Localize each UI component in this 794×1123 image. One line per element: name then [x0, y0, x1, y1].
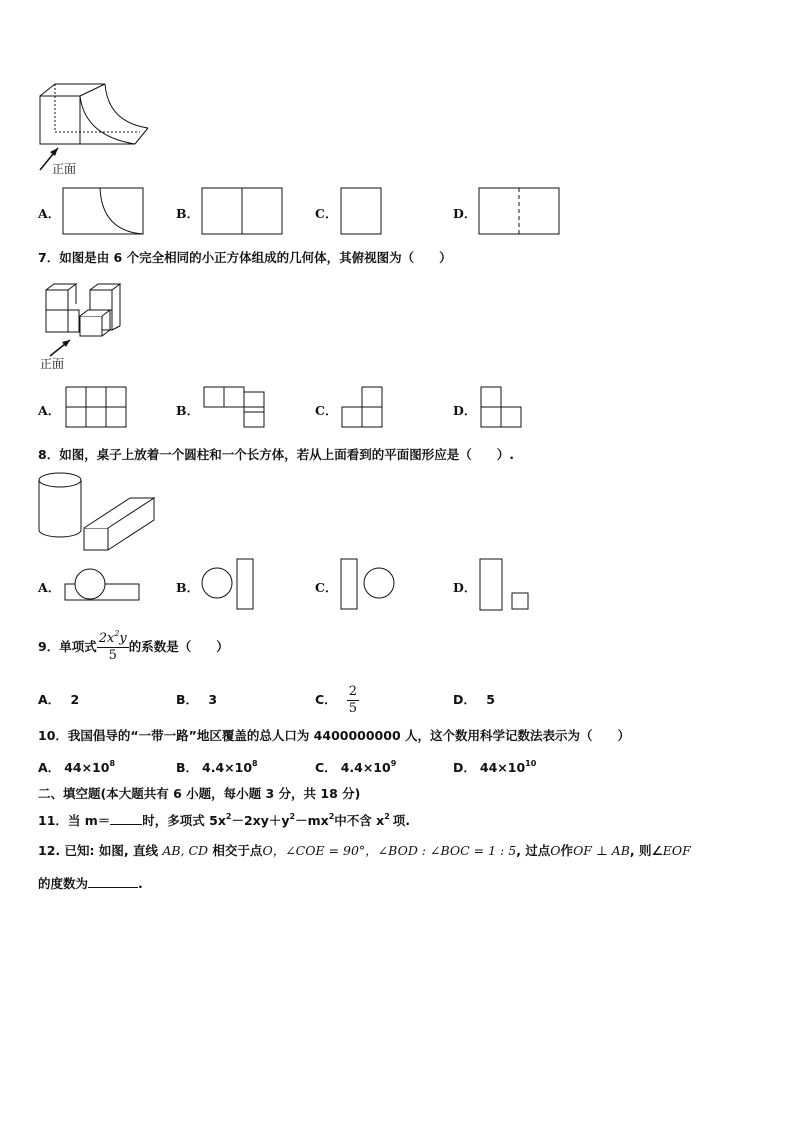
q9-option-c-num: 2 — [348, 684, 357, 699]
q11-sq-1: 2 — [225, 812, 232, 821]
q8-option-b-figure — [200, 558, 270, 618]
section2-heading: 二、填空题(本大题共有 6 小题，每小题 3 分，共 18 分) — [38, 786, 361, 801]
q10-option-a — [38, 760, 115, 776]
q9-stem-prefix: 9．单项式 — [38, 639, 97, 654]
q10-option-a-exp: 8 — [109, 759, 116, 768]
q9-option-b-label: B． — [176, 692, 199, 707]
q7-cubes-figure — [44, 282, 134, 342]
q12-of-ab: OF ⊥ AB — [573, 843, 630, 858]
q6-option-c-label: C． — [315, 206, 338, 221]
q11-part2: －2xy＋y — [231, 813, 290, 828]
q10-option-d-base: 44×10 — [479, 760, 526, 775]
q7-option-a-figure — [65, 386, 135, 436]
q11-suffix: 中不含 x — [334, 813, 385, 828]
q9-option-a-value: 2 — [70, 692, 80, 707]
q12-p3: ，∠COE = 90°，∠BOD : ∠BOC = 1 : 5 — [272, 843, 517, 858]
q10-option-d — [453, 760, 536, 776]
q8-option-a-label: A． — [38, 580, 61, 595]
q8-stem: 8．如图，桌子上放着一个圆柱和一个长方体，若从上面看到的平面图形应是（ ）. — [38, 447, 514, 462]
q10-option-b-exp: 8 — [252, 759, 258, 768]
q11-answer-blank[interactable] — [110, 812, 142, 825]
q9-stem-suffix: 的系数是（ ） — [128, 639, 229, 654]
q9-num-coef: 2x — [98, 631, 115, 646]
q9-num-var: y — [119, 631, 127, 646]
q12-answer-blank[interactable] — [88, 875, 138, 888]
q9-option-c-label: C． — [315, 692, 337, 707]
q7-option-b-figure — [203, 386, 273, 436]
q8-option-c-label: C． — [315, 580, 338, 595]
q7-option-c-label: C． — [315, 403, 338, 418]
q12-p2: 相交于点 — [212, 843, 263, 858]
q8-option-d-label: D． — [453, 580, 477, 595]
q11-sq-2: 2 — [289, 812, 296, 821]
q8-option-d-figure — [479, 558, 549, 618]
q10-option-c-label: C． — [315, 760, 337, 775]
q6-option-c-figure — [340, 187, 390, 237]
q9-option-c-fraction — [347, 684, 359, 717]
q6-front-label: 正面 — [52, 162, 77, 176]
q12-o: O — [262, 843, 273, 858]
q10-option-a-base: 44×10 — [64, 760, 110, 775]
q10-option-d-label: D． — [453, 760, 476, 775]
q9-option-c-den: 5 — [348, 701, 357, 716]
q11-prefix: 11．当 m＝ — [38, 813, 111, 828]
q12-eof: EOF — [662, 843, 691, 858]
q11-stem — [38, 812, 410, 829]
q9-option-b-value: 3 — [208, 692, 218, 707]
q9-denominator: 5 — [108, 648, 117, 663]
q9-option-d — [453, 692, 495, 708]
q6-option-a-figure — [62, 187, 152, 237]
q7-option-a-label: A． — [38, 403, 61, 418]
q11-sq-4: 2 — [384, 812, 390, 821]
q10-stem: 10．我国倡导的“一带一路”地区覆盖的总人口为 4400000000 人，这个数用科学记数法表示为（ ） — [38, 728, 631, 743]
q10-option-b — [176, 760, 258, 776]
q7-option-d-figure — [480, 386, 550, 436]
q11-middle: 时，多项式 5x — [142, 813, 226, 828]
q7-option-d-label: D． — [453, 403, 477, 418]
q9-option-d-value: 5 — [486, 692, 495, 707]
q10-option-c — [315, 760, 396, 776]
q12-p5: 作 — [560, 843, 574, 858]
q12-o2: O — [550, 843, 561, 858]
q6-option-d-figure — [478, 187, 568, 237]
q9-option-c — [315, 680, 359, 720]
q7-option-c-figure — [341, 386, 411, 436]
q8-cylinder-box-figure — [36, 470, 166, 560]
q12-p4: , 过点 — [516, 843, 551, 858]
q9-option-d-label: D． — [453, 692, 476, 707]
q10-option-a-label: A． — [38, 760, 61, 775]
q12-stem-line1 — [38, 843, 691, 859]
q9-option-a — [38, 692, 79, 708]
q10-option-c-base: 4.4×10 — [340, 760, 391, 775]
q9-option-b — [176, 692, 217, 708]
q8-option-c-figure — [340, 558, 410, 618]
q8-option-a-figure — [63, 566, 153, 616]
q7-stem: 7．如图是由 6 个完全相同的小正方体组成的几何体，其俯视图为（ ） — [38, 250, 452, 265]
q8-option-b-label: B． — [176, 580, 200, 595]
q6-option-b-label: B． — [176, 206, 200, 221]
q11-part3: －mx — [295, 813, 329, 828]
q9-option-a-label: A． — [38, 692, 61, 707]
q12-line2-suffix: . — [138, 876, 143, 891]
q11-sq-3: 2 — [328, 812, 335, 821]
q7-front-label: 正面 — [40, 357, 65, 371]
q10-option-d-exp: 10 — [525, 759, 537, 768]
q10-option-b-label: B． — [176, 760, 199, 775]
q12-line2-prefix: 的度数为 — [38, 876, 89, 891]
q12-ab-cd: AB, CD — [162, 843, 209, 858]
q6-option-d-label: D． — [453, 206, 477, 221]
q9-stem — [38, 628, 229, 666]
q10-option-b-base: 4.4×10 — [202, 760, 253, 775]
q6-option-a-label: A． — [38, 206, 61, 221]
q9-fraction — [97, 631, 129, 664]
q12-p1: 12. 已知: 如图, 直线 — [38, 843, 158, 858]
q11-end: 项. — [392, 813, 411, 828]
q9-num-exp: 2 — [114, 629, 120, 638]
q6-option-b-figure — [201, 187, 291, 237]
q7-option-b-label: B． — [176, 403, 200, 418]
q12-p6: , 则∠ — [629, 843, 663, 858]
q12-stem-line2 — [38, 875, 143, 892]
q10-option-c-exp: 9 — [390, 759, 397, 768]
